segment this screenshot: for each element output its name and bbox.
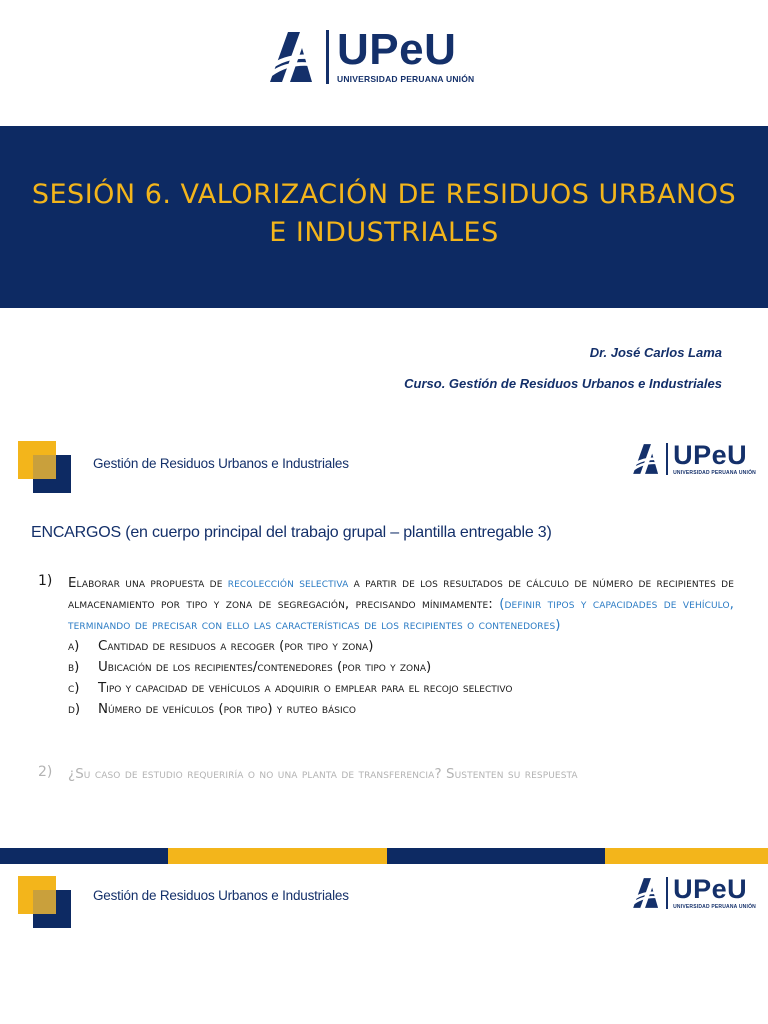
- corner-squares-decoration: [18, 876, 72, 928]
- author-name: Dr. José Carlos Lama: [589, 345, 722, 360]
- list-item-1: [38, 573, 734, 720]
- upeu-logo: [268, 25, 475, 84]
- upeu-logo-small: [632, 876, 756, 910]
- logo-divider: [326, 30, 329, 84]
- title-slide: [0, 0, 768, 418]
- item-number: 2): [38, 764, 53, 780]
- logo-subtitle: UNIVERSIDAD PERUANA UNIÓN: [673, 470, 756, 476]
- item-1-paragraph: Elaborar una propuesta de recolección selectiva a partir de los resultados de cálculo de número de recipientes de almacenamiento por tipo y zona de segregación, precisando mínimamente: (definir tipos y capacidades de vehículo, terminando de precisar con ello las características de los recipientes o contenedores): [68, 576, 734, 633]
- list-item-2: [38, 764, 734, 785]
- slide3-header: [0, 874, 768, 934]
- header-course-title: Gestión de Residuos Urbanos e Industriales: [93, 456, 349, 471]
- session-title-line-1: SESIÓN 6. VALORIZACIÓN DE RESIDUOS URBANOS: [31, 179, 737, 210]
- corner-squares-decoration: [18, 441, 72, 493]
- slide2-header: [0, 438, 768, 498]
- sub-item-a: a) Cantidad de residuos a recoger (por tipo y zona): [68, 639, 374, 654]
- logo-subtitle: UNIVERSIDAD PERUANA UNIÓN: [337, 74, 475, 84]
- upeu-a-logo-icon: [268, 30, 322, 84]
- sub-item-d: d) Número de vehículos (por tipo) y ruteo básico: [68, 702, 356, 717]
- header-course-title: Gestión de Residuos Urbanos e Industriales: [93, 888, 349, 903]
- logo-divider: [666, 443, 668, 475]
- logo-wordmark: UPeU: [673, 874, 748, 904]
- item-number: 1): [38, 573, 53, 589]
- session-title: [14, 176, 754, 252]
- color-stripe-divider: [0, 848, 768, 864]
- upeu-a-logo-icon: [632, 877, 664, 909]
- sub-item-list: [68, 636, 734, 720]
- logo-subtitle: UNIVERSIDAD PERUANA UNIÓN: [673, 904, 756, 910]
- title-band: [0, 126, 768, 308]
- item-2-paragraph: ¿Su caso de estudio requeriría o no una planta de transferencia? Sustenten su respuesta: [68, 767, 578, 782]
- logo-wordmark: UPeU: [337, 25, 457, 74]
- logo-divider: [666, 877, 668, 909]
- encargos-heading: ENCARGOS (en cuerpo principal del trabajo grupal – plantilla entregable 3): [31, 524, 552, 541]
- course-name: Curso. Gestión de Residuos Urbanos e Industriales: [404, 376, 722, 391]
- logo-wordmark: UPeU: [673, 440, 748, 470]
- highlight-definir: (definir tipos y capacidades de vehículo, terminando de precisar con ello las características de los recipientes o contenedores): [68, 597, 734, 633]
- highlight-recoleccion: recolección selectiva: [227, 576, 349, 591]
- sub-item-c: c) Tipo y capacidad de vehículos a adquirir o emplear para el recojo selectivo: [68, 681, 513, 696]
- session-title-line-2: E INDUSTRIALES: [269, 217, 499, 248]
- upeu-a-logo-icon: [632, 443, 664, 475]
- upeu-logo-small: [632, 442, 756, 476]
- sub-item-b: b) Ubicación de los recipientes/contenedores (por tipo y zona): [68, 660, 432, 675]
